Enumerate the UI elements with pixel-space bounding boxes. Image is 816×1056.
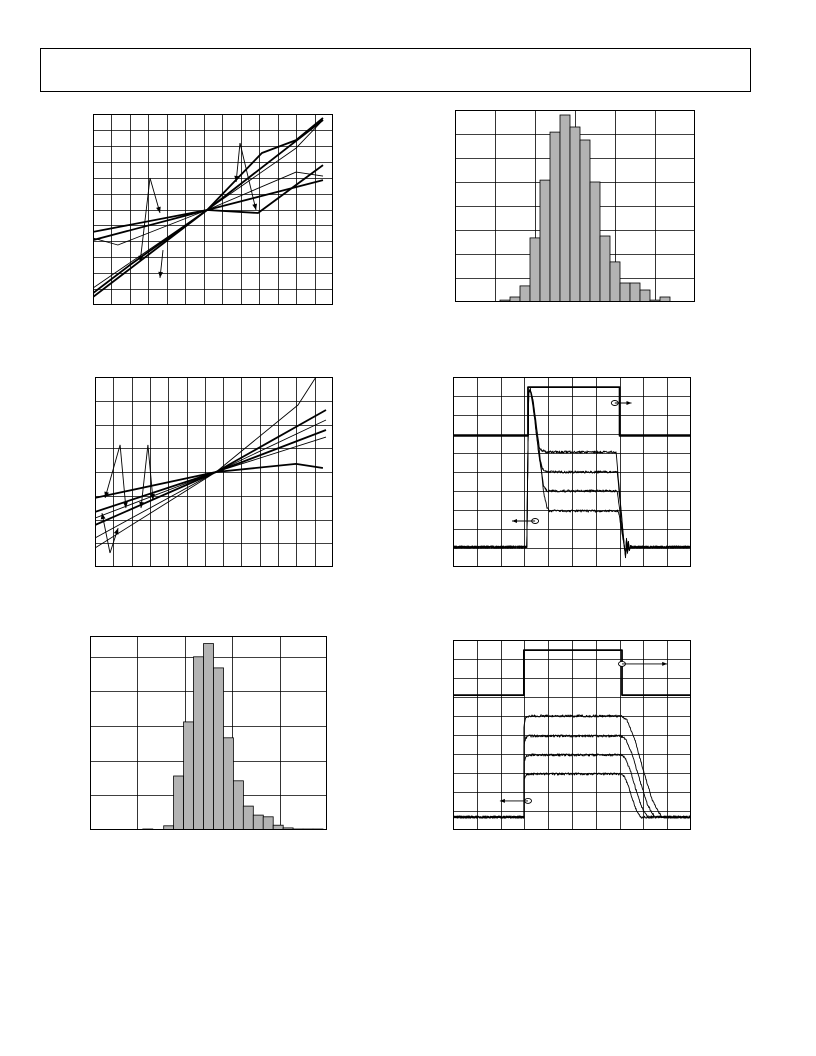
histogram-bottom-left bbox=[90, 636, 327, 830]
arrowhead bbox=[156, 207, 161, 213]
arrowhead bbox=[500, 799, 505, 803]
plot-frame bbox=[454, 641, 691, 830]
histogram-bar bbox=[233, 781, 243, 830]
histogram-bar bbox=[194, 657, 204, 830]
series-line bbox=[93, 118, 323, 293]
arrowhead bbox=[662, 662, 667, 666]
histogram-bar bbox=[214, 668, 224, 830]
callout-line bbox=[120, 445, 126, 508]
trace-line bbox=[453, 715, 691, 818]
series-line bbox=[93, 120, 323, 288]
series-line bbox=[95, 464, 323, 498]
series-line bbox=[453, 387, 691, 436]
callout-line bbox=[105, 445, 120, 498]
histogram-bar bbox=[243, 806, 253, 830]
histogram-bar bbox=[174, 776, 184, 830]
histogram-bar bbox=[520, 286, 530, 302]
histogram-bar bbox=[620, 283, 630, 302]
page-header-box bbox=[40, 48, 751, 92]
histogram-bar bbox=[560, 115, 570, 302]
scope-trace-middle-right bbox=[453, 377, 691, 567]
line-chart-top-left bbox=[93, 114, 333, 305]
series-line bbox=[93, 180, 323, 232]
arrowhead bbox=[158, 272, 163, 278]
histogram-bar bbox=[540, 180, 550, 302]
arrowhead bbox=[627, 401, 632, 405]
trace-line bbox=[453, 754, 691, 818]
histogram-bar bbox=[530, 238, 540, 302]
histogram-bar bbox=[640, 290, 650, 302]
series-line bbox=[93, 165, 323, 240]
trace-line bbox=[453, 391, 691, 555]
arrowhead bbox=[252, 204, 257, 210]
trace-line bbox=[453, 388, 691, 557]
histogram-bar bbox=[223, 738, 233, 830]
histogram-bar bbox=[253, 815, 263, 830]
histogram-bar bbox=[630, 283, 640, 302]
histogram-bar bbox=[184, 722, 194, 830]
histogram-bar bbox=[610, 262, 620, 302]
arrowhead bbox=[114, 528, 119, 534]
series-line bbox=[95, 430, 326, 512]
series-line bbox=[453, 650, 691, 695]
series-line bbox=[95, 410, 326, 525]
histogram-bar bbox=[550, 132, 560, 302]
arrowhead bbox=[512, 519, 517, 523]
histogram-bar bbox=[600, 236, 610, 302]
histogram-bar bbox=[580, 140, 590, 302]
line-chart-middle-left bbox=[95, 377, 333, 567]
scope-trace-bottom-right bbox=[453, 640, 691, 830]
histogram-bar bbox=[570, 127, 580, 302]
histogram-bar bbox=[263, 817, 273, 830]
histogram-bar bbox=[590, 182, 600, 302]
histogram-top-right bbox=[455, 110, 695, 302]
series-line bbox=[95, 437, 326, 518]
histogram-bar bbox=[204, 644, 214, 830]
